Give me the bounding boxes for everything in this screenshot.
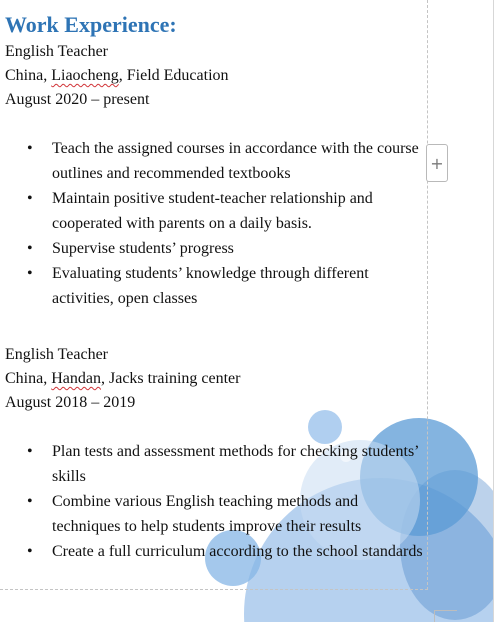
job-duties-list (5, 439, 425, 564)
plus-icon: + (430, 153, 444, 173)
duty-text: Combine various English teaching methods and techniques to help students improve their results (52, 493, 362, 535)
list-item (5, 439, 425, 489)
page-corner-mark (434, 610, 457, 622)
job-location (5, 64, 425, 88)
list-item (5, 236, 425, 261)
location-prefix: China, (5, 370, 52, 387)
add-content-button[interactable] (426, 144, 448, 182)
document-body[interactable] (5, 10, 425, 564)
bullet-icon: • (27, 190, 33, 207)
list-item (5, 136, 425, 186)
list-item (5, 261, 425, 311)
duty-text: Plan tests and assessment methods for checking students’ skills (52, 443, 419, 485)
duty-text: Create a full curriculum according to the school standards (52, 543, 423, 560)
job-entry (5, 343, 425, 564)
duty-text: Evaluating students’ knowledge through different activities, open classes (52, 265, 369, 307)
job-location (5, 367, 425, 391)
location-suffix: , Field Education (118, 67, 229, 84)
job-city: Liaocheng (51, 67, 119, 84)
bullet-icon: • (27, 140, 33, 157)
bullet-icon: • (27, 443, 33, 460)
bullet-icon: • (27, 265, 33, 282)
job-dates: August 2018 – 2019 (5, 394, 136, 411)
bullet-icon: • (27, 493, 33, 510)
job-title: English Teacher (5, 43, 108, 60)
list-item (5, 489, 425, 539)
job-dates: August 2020 – present (5, 91, 150, 108)
duty-text: Maintain positive student-teacher relationship and cooperated with parents on a daily basis. (52, 190, 373, 232)
margin-guide-horizontal (0, 589, 428, 590)
job-title: English Teacher (5, 346, 108, 363)
job-city: Handan (51, 370, 101, 387)
job-entry (5, 40, 425, 311)
bullet-icon: • (27, 240, 33, 257)
duty-text: Teach the assigned courses in accordance with the course outlines and recommended textbooks (52, 140, 419, 182)
duty-text: Supervise students’ progress (52, 240, 234, 257)
margin-guide-vertical (427, 0, 428, 590)
bullet-icon: • (27, 543, 33, 560)
location-suffix: , Jacks training center (100, 370, 241, 387)
list-item (5, 539, 425, 564)
list-item (5, 186, 425, 236)
job-duties-list (5, 136, 425, 311)
section-heading: Work Experience: (5, 12, 177, 37)
location-prefix: China, (5, 67, 52, 84)
